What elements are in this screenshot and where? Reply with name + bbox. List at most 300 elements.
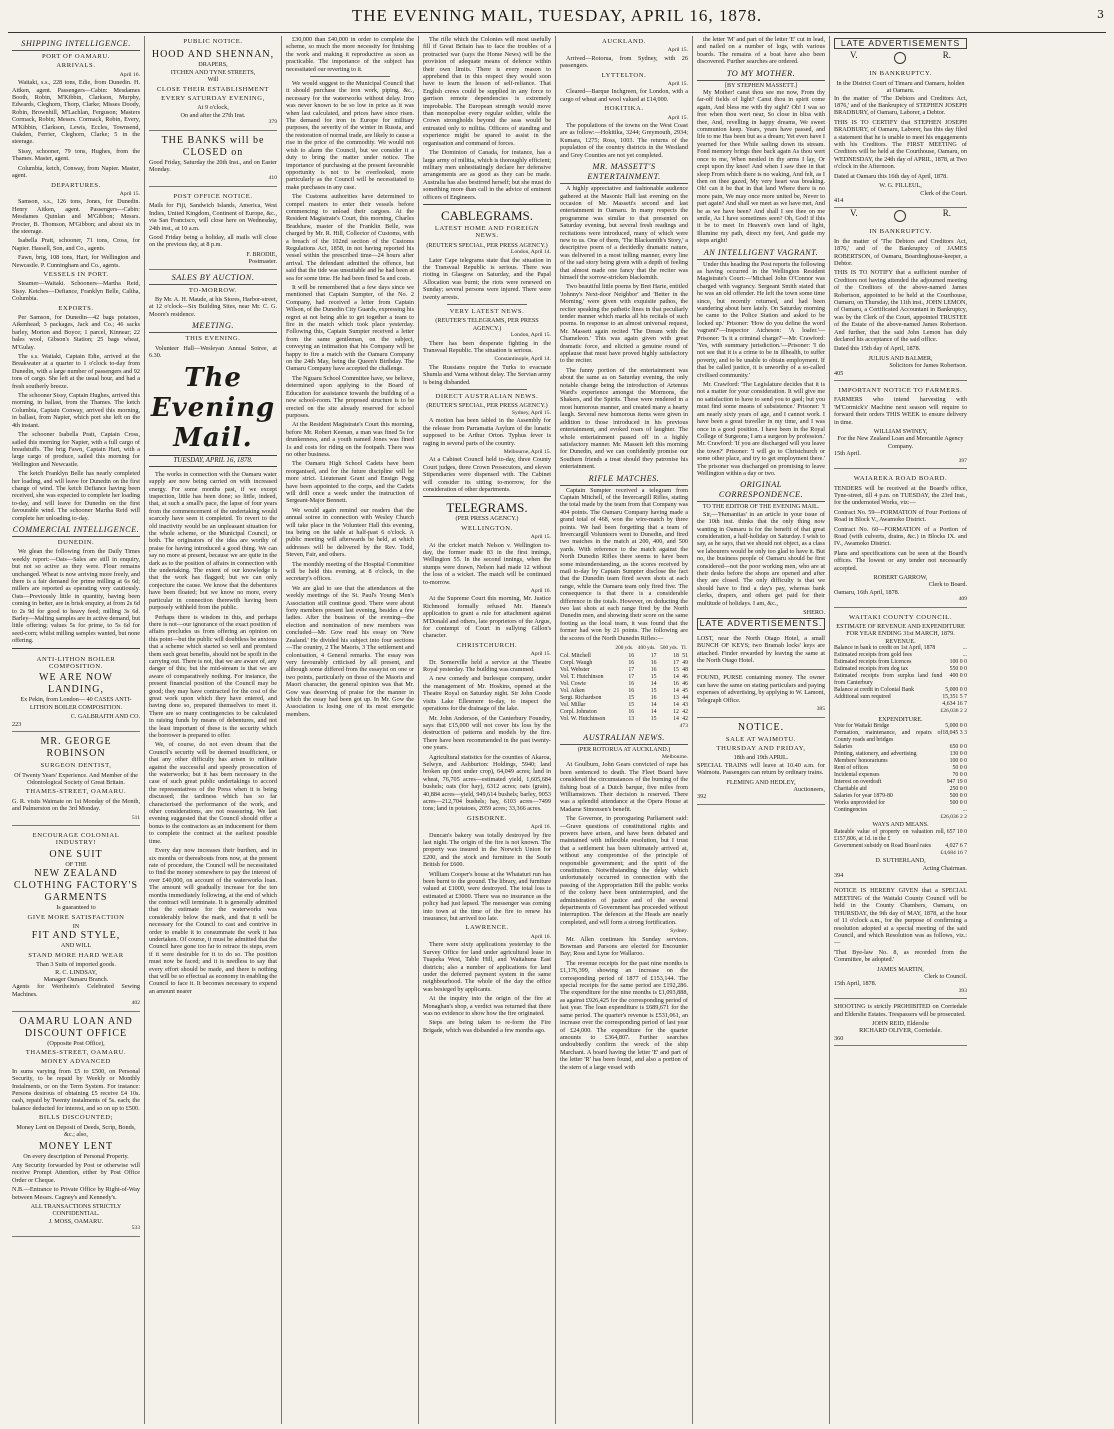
table-cell: Vol. W. Hutchinson — [560, 716, 606, 723]
table-cell: Rateable value of property on valuation roll, £157,806, at 1d. in the £ — [834, 828, 946, 842]
cipher-r: R. — [942, 50, 951, 61]
section-heading: SALES BY AUCTION. — [149, 273, 277, 285]
ad-headline: ONE SUIT — [49, 848, 103, 860]
ad-signature: W. G. FILLEUL, — [879, 182, 922, 190]
column-header — [560, 644, 612, 653]
ad-text: On every description of Personal Property. — [23, 1152, 129, 1160]
ad-number: 511 — [131, 814, 140, 821]
ad-address: THAMES-STREET, OAMARU. — [25, 1049, 127, 1057]
table-row — [560, 695, 688, 702]
table-cell: Balance in bank to credit on 1st April, 1878 — [834, 645, 936, 652]
ad-text: FARMERS who intend harvesting with 'M'Cormick's' Machine next season will require to forward their orders THIS WEEK to ensure delivery in time. — [834, 396, 967, 426]
paragraph: The s.s. Waitaki, Captain Edie, arrived at the Breakwater at a quarter to 1 o'clock to-day from Dunedin, with a large number of passengers and 92 tons of cargo. She left at the usual hour, and had a fresh southerly breeze. — [12, 353, 140, 390]
ad-heading: POST OFFICE NOTICE. — [173, 192, 253, 200]
table-cell: 44 — [682, 695, 688, 702]
table-cell: Works unprovided for — [834, 800, 886, 807]
paragraph: William Cooper's house at the Whataturi run has been burnt to the ground. The library, and furniture valued at £1000, were destroyed. The total loss is estimated at £3000. There was no insurance as the policy had just lapsed. The messenger was coming into town at the time of the fire to renew his insurance, but arrived too late. — [423, 870, 551, 923]
paragraph: There were sixty applications yesterday to the Survey Office for land under agricultural lease in Tuapeka West, Table Hill, and Waitahuna East districts; also a number of applications for land under the deferred payment system in the same neighbourhood. The whole of the day the office was besieged by applicants. — [423, 941, 551, 993]
paragraph: Sissy, schooner, 79 tons, Hughes, from the Thames. Master, agent. — [12, 147, 140, 163]
table-cell: Corpl. Johnston — [560, 709, 597, 716]
subheading: AUCKLAND. — [601, 38, 647, 45]
ad-text: Of Twenty Years' Experience. And Member of the Odontological Society of Great Britain. — [14, 771, 138, 786]
ad-text: NOTICE IS HEREBY GIVEN that a SPECIAL MEETING of the Waitaki County Council will be held in the County Chambers, Oamaru, on THURSDAY, the 9th day of MAY, 1878, at the hour of 11 o'clock a.m., for the purpose of confirming a resolution adopted at a special meeting of the said Council, and which Resolution was as follows, viz.:— — [834, 887, 967, 947]
dateline: April 15. — [530, 534, 551, 541]
ad-number: 394 — [834, 872, 844, 880]
section-heading: CABLEGRAMS. — [440, 207, 534, 223]
section-heading: AN INTELLIGENT VAGRANT. — [697, 248, 825, 260]
table-cell: 14 — [650, 709, 657, 716]
ad-text: Contract No. 60—FORMATION of a Portion of Road (with culverts, drains, &c.) in Blocks IX. and IV., Awamoko District. — [834, 525, 967, 548]
advertisement — [834, 66, 967, 208]
ad-text: Dated this 15th day of April, 1878. — [834, 345, 921, 353]
paragraph: We, of course, do not even dream that the Council's security will be deemed insufficient, or that any other difficulty has arisen to militate against the successful and speedy prosecution of the waterworks; but it has been necessary in the case of such great public undertakings to accord the representatives of the Press when it is being discussed; the tardiness which has so far characterised the performance of the work, and other considerations, are not reassuring. We last evening suggested that the Council should offer a bonus to the contractors as an inducement for them to complete the contract at the earliest possible time. — [149, 741, 277, 845]
table-cell: Vol. Cowie — [560, 681, 586, 688]
ad-signature: J. MOSS, OAMARU. — [48, 1217, 104, 1225]
ad-text: Plans and specifications can be seen at the Board's offices. The lowest or any tender not necessarily accepted. — [834, 549, 967, 572]
paragraph: Mr. John Anderson, of the Canterbury Foundry, says that £15,000 will not cover his loss by the destruction of patterns and models by the fire. There have been recommended in the past twenty-one years. — [423, 714, 551, 752]
table-row — [834, 807, 967, 814]
ad-headline: NEW ZEALAND CLOTHING FACTORY'S GARMENTS — [13, 868, 139, 904]
ad-number: 405 — [834, 369, 844, 377]
ad-subheading: EVERY SATURDAY EVENING, — [161, 95, 265, 103]
dateline: April 15. — [530, 651, 551, 658]
paragraph: Volunteer Hall—Wesleyan Annual Soiree, at 6.30. — [149, 344, 277, 359]
table-cell: 17 — [628, 674, 635, 681]
ad-signature: Clerk to Council. — [924, 972, 967, 980]
table-row — [834, 772, 967, 779]
table-cell: 45 — [682, 688, 688, 695]
subheading: DIRECT AUSTRALIAN NEWS. — [435, 393, 539, 401]
section-heading: ORIGINAL CORRESPONDENCE. — [697, 480, 825, 502]
advertisement — [12, 828, 140, 1012]
cipher-v: V. — [850, 50, 858, 61]
table-cell: 130 0 0 — [949, 751, 967, 758]
table-cell: 16 — [628, 681, 635, 688]
table-row — [560, 660, 688, 667]
letter-signature: SHERO. — [803, 609, 825, 617]
ad-text: AND WILL — [60, 942, 92, 950]
ad-text: G. R. visits Waimate on 1st Monday of the Month, and Palmerston on the 3rd Monday. — [12, 797, 140, 813]
paragraph: The schooner Sissy, Captain Hughes, arrived this morning, in ballast, from the Thames. The ketch Columbia, Captain Conway, arrived this morning, in ballast, from Napier, which port she left on the 4th instant. — [12, 392, 140, 429]
paragraph: Agricultural statistics for the counties of Akaroa, Selwyn, and Ashburton: Holdings, 5940; land broken up (not under crop), 64,049 acres; land in wheat, 76,705 acres—estimated yield, 1,605,684 bushels; oats (for hay), 6312 acres; oats (grain), 40,884 acres—yield, 949,614 bushels; barley, 9053 acres—212,704 bushels; hay, 6103 acres—7499 tons; land in potatoes, 2059 acres; 33,366 acres. — [423, 753, 551, 813]
paragraph: The schooner Isabella Pratt, Captain Cross, sailed this morning for Napier, with a full cargo of breadstuffs. The brig Fawn, Captain Hart, with a large cargo of produce, sailed this morning for Wellington and Newcastle. — [12, 431, 140, 468]
table-cell: 46 — [682, 681, 688, 688]
revenue-table — [834, 645, 967, 708]
table-row — [834, 744, 967, 751]
paragraph: £30,000 than £40,000 in order to complete the scheme, so much the more necessity for finishing the work and making it reproductive as soon as practicable. The importance of the subject has necessitated our reverting to it. — [286, 36, 414, 73]
table-cell: Vol. Webster — [560, 667, 590, 674]
dateline: April 15. — [119, 190, 140, 197]
advertisement — [834, 610, 967, 884]
table-cell: 14 — [673, 702, 679, 709]
table-cell: Contingencies — [834, 807, 868, 814]
masthead-rule — [8, 32, 1106, 33]
ad-signature: Clerk to Board. — [928, 581, 967, 589]
column-header: 200 yds. — [615, 645, 634, 652]
table-row — [834, 758, 967, 765]
advertisement — [697, 672, 825, 717]
agency-note: (REUTER'S SPECIAL, PER PRESS AGENCY.) — [426, 402, 548, 410]
subheading: VERY LATEST NEWS. — [449, 308, 525, 315]
advertisement — [697, 720, 825, 805]
paragraph: The Dominion of Canada, for instance, has a large army of militia, which is thoroughly efficient; military men unhesitatingly declare her defensive arrangements are as good as they can be made. Australia has also bestirred herself; but she must do something more than call in the advice of eminent officers of Engineers. — [423, 149, 551, 201]
table-cell: 16 — [650, 660, 657, 667]
dateline: Sydney, April 15. — [511, 409, 551, 416]
ad-heading: WAIAREKA ROAD BOARD. — [853, 475, 948, 483]
advertisement — [834, 471, 967, 608]
divider — [447, 389, 527, 390]
paragraph: We would again remind our readers that the annual soiree in connection with Wesley Church will take place in the Volunteer Hall this evening, tea being on the table at half-past 6 o'clock. A public meeting will afterwards be held, at which addresses will be delivered by the Rev. Todd, Steven, Fair, and others. — [286, 506, 414, 559]
table-cell: 14 — [673, 674, 679, 681]
table-cell — [834, 701, 942, 708]
ad-headline: MONEY LENT — [38, 1140, 114, 1152]
paragraph: The ketch Franklyn Belle has nearly completed her loading, and will leave for Dunedin on the first change of wind. The ketch Defiance having been received, she was expected to complete her loading to-day, and will leave for Dunedin on the first favourable wind. The schooner Martha Reid will complete her unloading to-day. — [12, 470, 140, 522]
advertisement — [12, 1014, 140, 1237]
table-cell: Members' honorariums — [834, 758, 888, 765]
table-cell: 650 0 0 — [949, 744, 967, 751]
ad-text: Dated at Oamaru this 16th day of April, 1878. — [834, 172, 948, 180]
ad-number: 533 — [131, 1225, 140, 1232]
column-5 — [556, 36, 693, 1424]
ad-text: 18th and 19th APRIL. — [733, 754, 789, 762]
advertisement — [149, 133, 277, 187]
royal-cipher — [834, 52, 967, 64]
table-cell: Corpl. Waugh — [560, 660, 593, 667]
ad-text: Than 3 Suits of imported goods. — [36, 961, 116, 969]
table-cell: Vol. Aiken — [560, 688, 585, 695]
ad-text: Is guaranteed to — [56, 904, 96, 912]
ad-signature: JOHN REID, Elderslie — [872, 1019, 929, 1027]
revenue-total: £26,036 2 2 — [940, 708, 967, 715]
ad-text: SPECIAL TRAINS will leave at 10.40 a.m. for Waimotu. Passengers can return by ordinary trains. — [697, 761, 825, 777]
ad-signature: Clerk of the Court. — [920, 189, 967, 197]
table-row — [834, 765, 967, 772]
table-row — [560, 681, 688, 688]
table-cell: Sergt. Richardson — [560, 695, 602, 702]
cipher-r: R. — [942, 208, 951, 219]
table-cell: Government subsidy on Road Board rates — [834, 842, 932, 849]
table-row — [560, 653, 688, 660]
ad-signature: D. SUTHERLAND, — [875, 857, 926, 865]
byline: [BY STEPHEN MASSETT.] — [724, 81, 798, 89]
ad-text: Any Security forwarded by Post or otherwise will receive Prompt Attention, either by Post Office Order or Cheque. — [12, 1161, 140, 1184]
table-row — [560, 667, 688, 674]
table-cell: 100 0 0 — [949, 758, 967, 765]
table-cell: 16 — [673, 681, 679, 688]
table-row — [834, 730, 967, 744]
paragraph: At the inquiry into the origin of the fire at Monaghan's shop, a verdict was returned that there was no evidence to show how the fire originated. — [423, 995, 551, 1017]
paragraph: The Russians require the Turks to evacuate Shumla and Varna without delay. The Servian army is being disbanded. — [423, 363, 551, 386]
ad-signature: F. BRODIE, — [246, 250, 277, 258]
table-heading: WAYS AND MEANS. — [872, 821, 929, 829]
rifle-total: 473 — [679, 723, 688, 730]
subheading: LYTTELTON. — [601, 71, 647, 79]
paragraph: It will be remembered that a few days since we mentioned that Captain Sumpter, of the No. 2 Company, had received a letter from Captain Wilson, of the Dunedin City Guards, expressing his regret at not being able to get together a team to fire in the match which took place yesterday. Following this, Captain Sumpter received a letter from the same gentleman, on the subject, conveying an intimation that his Company will be happy to fire a match with the Oamaru Company on the 24th May, being the Queen's Birthday. The Oamaru Company have accepted the challenge. — [286, 284, 414, 373]
table-cell: 16 — [628, 660, 635, 667]
table-cell: Additional sum required — [834, 694, 891, 701]
royal-arms-icon — [894, 52, 906, 64]
ad-heading: IMPORTANT NOTICE TO FARMERS. — [838, 387, 963, 395]
table-cell: 16 — [650, 667, 657, 674]
ad-number: 392 — [697, 793, 707, 801]
ad-headline: HOOD AND SHENNAN, — [151, 49, 275, 61]
table-cell: 70 0 0 — [952, 772, 967, 779]
table-cell: 50 0 0 — [952, 765, 967, 772]
table-cell: 15 — [628, 695, 635, 702]
table-cell: 15 — [673, 667, 679, 674]
paragraph: Columbia, ketch, Conway, from Napier. Master, agent. — [12, 164, 140, 180]
ad-text: 'That Bye-law No. 8, as recorded from the Committee, be adopted.' — [834, 948, 967, 964]
dateline: April 15. — [667, 114, 688, 121]
dateline: April 15. — [667, 81, 688, 88]
table-cell: Vol. Millar — [560, 702, 586, 709]
ways-total: £4,684 16 7 — [940, 849, 967, 856]
ad-signature: WILLIAM SWINEY, — [873, 428, 928, 436]
table-cell: 43 — [682, 702, 688, 709]
paragraph: Two beautiful little poems by Bret Harte, entitled 'Johnny's Next-door Neighbor' and 'Better in the Morning,' were given with exquisite pathos, the reciter speaking the pathetic lines in that peculiarly tender manner which marks all his recitals of such poems. In response to an almost universal request, Mr. Massett again recited 'The Dream with the Chameleon.' This was again given with great dramatic force, and elicited a genuine round of applause that must have proved highly satisfactory to the reciter. — [560, 283, 688, 365]
paragraph: A highly appreciative and fashionable audience gathered at the Masonic Hall last evening on the occasion of Mr. Massett's second and last entertainment in Oamaru. In many respects the programme was similar to that presented on Saturday evening, but several fresh readings and recitations were introduced, many of which were new to us. One of them, 'The Blacksmith's Story,' a descriptive poem of a decidedly dramatic nature, was delivered in a most telling manner, every line of the sad story being given with a depth of feeling that almost made one fancy that the reciter was himself the sorrow-stricken blacksmith. — [560, 185, 688, 281]
column-header: Tl. — [681, 645, 687, 652]
ad-subheading: STAND MORE HARD WEAR — [28, 951, 124, 959]
table-cell: 14 — [650, 681, 657, 688]
ad-text: DRAPERS, — [198, 61, 228, 69]
ad-signature: Solicitors for James Robertson. — [889, 362, 967, 370]
subheading: TO-MORROW. — [188, 286, 238, 294]
ad-text: SHOOTING is strictly PROHIBITED on Corriedale and Elderslie Estates. Trespassers will be prosecuted. — [834, 1003, 967, 1018]
ad-signature: FLEMING AND HEDLEY, — [726, 778, 796, 786]
rifle-score-table — [560, 644, 688, 723]
paragraph: The funny portion of the entertainment was about the same as on Saturday evening, the only notable change being the introduction of Artemus Ward's experience amongst the Mormons, the Shakers, and the Spirits. These were rendered in a most humorous manner, and created many a hearty laugh. Several new humorous items were given in addition to those introduced in his previous entertainment, and evoked roars of laughter. The whole entertainment passed off in a highly satisfactory manner. Mr. Massett left this morning for Dunedin, and we can confidently promise our Southern friends a treat should they patronise his entertainment. — [560, 366, 688, 471]
ad-text: THIS IS TO CERTIFY that STEPHEN JOSEPH BRADBURY, of Oamaru, Laborer, has this day filed a statement that he is unable to meet his engagements with his Creditors. The FIRST MEETING of Creditors will be held at the Courthouse, Oamaru, on WEDNESDAY, the 24th day of APRIL, 1878, at Two o'clock in the Afternoon. — [834, 118, 967, 171]
table-cell: 15 — [650, 688, 657, 695]
subheading: THIS EVENING. — [185, 335, 241, 343]
table-cell: 15 — [628, 702, 635, 709]
table-cell: Estimated receipts from surplus land fund from Canterbury — [834, 673, 943, 687]
table-cell: 4,027 6 7 — [945, 842, 967, 849]
table-row — [560, 674, 688, 681]
ways-means-table — [834, 829, 967, 850]
ad-headline: MR. GEORGE ROBINSON — [40, 736, 112, 760]
paragraph: The revenue receipts for the past nine months is £1,176,399, showing an increase on the corresponding period of 1877 of £153,144. The special receipts for the same period are £192,286. The expenditure for the nine months is £1,093,888, as against £926,425 for the corresponding period of last year. The loan expenditure is £689,671 for the same period. The quarter's revenue is £531,061, an increase over the corresponding period of last year of £24,000. The expenditure for the quarter amounts to £364,807. Further searches undoubtedly confirm the wreck of the ship Marchant. A board having the letter 'E' and part of the letter 'R' has been found, and also a portion of the stern of a large vessel with — [560, 959, 688, 1071]
ad-signature: Auctioneers, — [793, 785, 825, 793]
ad-text: In the District Court of Timaru and Oamaru, holden at Oamaru. — [836, 79, 965, 95]
ad-date: Oamaru, 16th April, 1878. — [834, 588, 900, 596]
section-heading: SHIPPING INTELLIGENCE. — [12, 39, 140, 51]
dateline: London, April 14. — [510, 249, 551, 256]
dateline: April 16. — [530, 933, 551, 940]
ad-text: Money Lent on Deposit of Deeds, Scrip, Bonds, &c.; also, — [16, 1123, 136, 1139]
advertisement — [149, 189, 277, 270]
divider — [447, 304, 527, 305]
column-header: 400 yds. — [637, 645, 656, 652]
masthead — [0, 0, 1114, 32]
royal-arms-icon — [894, 210, 906, 222]
newspaper-columns — [8, 36, 1108, 1424]
paragraph: Cleared—Barque Inchgreen, for London, with a cargo of wheat and wool valued at £14,000. — [560, 88, 688, 103]
section-heading: TELEGRAMS. — [446, 500, 528, 516]
dateline: April 16. — [530, 588, 551, 594]
column-3 — [282, 36, 419, 1424]
ad-text: ALL TRANSACTIONS STRICTLY CONFIDENTIAL. — [30, 1202, 122, 1218]
paragraph: Steps are being taken to re-form the Fire Brigade, which was disbanded a few months ago. — [423, 1019, 551, 1034]
table-cell: 16 — [628, 653, 635, 660]
ad-number: 402 — [131, 1000, 140, 1007]
table-cell: Estimated receipts from gold fees — [834, 652, 912, 659]
table-row — [834, 687, 967, 694]
paragraph: Perhaps there is wisdom in this, and perhaps there is not—our ignorance of the exact position of affairs precludes us from offering an opinion on this point—but the public will doubtless be anxious that a scheme which started so well and promised them such great benefits, should not be spoilt in the carrying out. There is not, that we are aware of, any danger of this; but the mid-stream is that we are aware of comparatively nothing. For instance, the present financial position of the Council may be good; they may have contracted for the cost of the great work upon which they have entered, and having done so, prepared themselves to meet it. There are so many contingencies to be calculated in raising funds by means of debentures, and not the least important of these is the security which the borrower is prepared to offer. — [149, 613, 277, 739]
advertisement — [697, 633, 825, 671]
table-heading: REVENUE. — [885, 637, 916, 645]
paragraph: Under this heading the Post reports the following as having occurred in the Wellington Resident Magistrate's Court:—'Michael John O'Connor was charged with vagrancy. Sergeant Smith stated that he was an old offender. He left the town some time since, but recently returned, and had been wandering about here lately. On Saturday morning he came to the Police Station and asked to be locked up.' Prisoner: 'How do you define the word vagrant?'—Inspector Atcheson: 'A loafer.'—Prisoner: 'Is it a criminal charge?'—Mr. Crawford: 'Yes, with summary jurisdiction.'—Prisoner: 'I do not see that it is a crime to be in illhealth, to suffer poverty, and to be unable to obtain employment. If that be called justice, it is unworthy of a so-called civilised community.' — [697, 260, 825, 379]
table-cell: Interest on overdraft — [834, 779, 882, 786]
ad-subheading: BILLS DISCOUNTED; — [38, 1114, 114, 1122]
table-row — [834, 800, 967, 807]
section-heading: AUSTRALIAN NEWS. — [560, 733, 688, 745]
ad-text: THIS IS TO NOTIFY that a sufficient number of Creditors not having attended the adjourned meeting of the Creditors of the above-named James Robertson, appointed to be held at the Courthouse, Oamaru, on Thursday, the 11th inst., JOHN LEMON, of Oamaru, a Certificated Accountant in Bankruptcy, was by the Clerk of the Court, appointed TRUSTEE of the Estate of the above-named James Robertson. And further, that the said John Lemon has duly declared his acceptance of the said office. — [834, 269, 967, 343]
subheading: LAWRENCE. — [465, 924, 509, 932]
dateline: April 16. — [530, 824, 551, 831]
table-cell: 14 — [673, 716, 679, 723]
ad-text: On and after the 27th Inst. — [180, 111, 246, 119]
ad-signature: JAMES MARTIN, — [877, 965, 924, 973]
ad-signature: Acting Chairman. — [922, 864, 967, 872]
table-cell: Charitable aid — [834, 786, 867, 793]
advertisement — [834, 1001, 967, 1046]
ad-address: THAMES-STREET, OAMARU. — [25, 788, 127, 796]
table-cell: 48 — [682, 667, 688, 674]
ad-text: Ex Pekin, from London— 40 CASES ANTI-LITHON BOILER COMPOSITION. — [20, 696, 132, 711]
ad-headline: THE BANKS will be CLOSED on — [161, 134, 265, 158]
divider — [423, 204, 551, 205]
late-advertisements-heading: LATE ADVERTISEMENTS — [834, 38, 967, 49]
dateline: April 15. — [667, 47, 688, 54]
table-cell: 947 19 0 — [946, 779, 967, 786]
table-row — [834, 793, 967, 800]
ad-number: 379 — [268, 119, 277, 126]
ad-headline: OAMARU LOAN AND DISCOUNT OFFICE — [19, 1015, 133, 1039]
table-cell: 5,000 0 0 — [945, 723, 967, 730]
table-row — [834, 723, 967, 730]
expenditure-table — [834, 723, 967, 814]
column-4 — [419, 36, 556, 1424]
table-cell: Estimated receipts from Licences — [834, 659, 912, 666]
ad-text: Will — [207, 76, 219, 84]
advertisement — [149, 47, 277, 130]
table-cell: 4,634 16 7 — [942, 701, 967, 708]
subheading: EXPORTS. — [58, 304, 94, 312]
table-cell: 18,045 3 3 — [942, 730, 967, 737]
divider — [310, 76, 390, 77]
column-header: 500 yds. — [660, 645, 678, 652]
paragraph: The Governor, in prorogueing Parliament said:—Grave questions of constitutional rights and powers have arisen, and have been debated and maintained with inflexible resolution, but I trust that a settlement has been ultimately arrived at, without any compromise of the principle of responsible government; and the spirit of the constitution. Notwithstanding the delay which unfortunately occurred in connection with the passing of the Appropriation Bill the public works of the colony have been uninterrupted, and the administration of justice and of the several departments of Government has proceeded without interruption. The defences at the Heads are nearly completed, and will form a strong fortification. — [560, 815, 688, 926]
subheading: LATEST HOME AND FOREIGN NEWS. — [434, 224, 540, 240]
paragraph: Fawn, brig, 108 tons, Hart, for Wellington and Newcastle. P. Cunningham and Co., agents. — [12, 254, 140, 269]
table-cell: 5,000 0 0 — [945, 687, 967, 694]
ad-signature: ROBERT GARROW, — [873, 573, 928, 581]
subheading: ARRIVALS. — [56, 62, 96, 70]
advertisement — [12, 734, 140, 826]
column-6 — [693, 36, 830, 1424]
masthead-title: THE EVENING MAIL, TUESDAY, APRIL 16, 1878. — [351, 6, 763, 25]
ad-subheading: THURSDAY AND FRIDAY, — [716, 744, 806, 752]
ad-signature: For the New Zealand Loan and Mercantile Agency Company. — [837, 435, 964, 450]
table-cell: 51 — [682, 653, 688, 660]
column-1 — [8, 36, 145, 1424]
paragraph: We glean the following from the Daily Times weekly report:—Oats—Sales are still in enquiry, but not so active as they were. Flour remains unchanged. Wheat is now arriving more freely, and there is a fair demand for prime milling at 6s 6d; millers are reported as operating very cautiously. Oats—Previously little in quantity, having been coming in better, are in brisk enquiry, at from 2s 6d to 2s 9d for good to heavy feed; milling 3s 6d. Barley—Malting samples are in active demand, but little offering; values 5s for prime, to 5s 6d for seed-corn; whilst milling samples wanted, but none offering. — [12, 548, 140, 645]
paragraph: At the Supreme Court this morning, Mr. Justice Richmond formally refused Mr. Hanna's application to grant a rule for attachment against M'Donald and others, late proprietors of the Argus, for contempt of Court in sullying Gillon's character. — [423, 595, 551, 640]
paragraph: The Nguaru School Committee have, we believe, determined upon applying to the Board of Education for assistance towards the building of a new school-room. The proposed structure is to be erected on the site already reserved for school purposes. — [286, 374, 414, 419]
agency-note: (REUTER'S SPECIAL, PER PRESS AGENCY.) — [426, 241, 548, 249]
subheading: VESSELS IN PORT. — [43, 270, 109, 278]
ad-date: 15th April, 1878. — [834, 980, 877, 988]
ad-text: ITCHEN AND TYNE STREETS, — [170, 68, 256, 76]
table-cell: 16 — [628, 688, 635, 695]
paragraph: Waitaki, s.s., 228 tons, Edie, from Dunedin. H. Aitken, agent. Passengers—Cabin: Mesdames Booth, Robin, M'Kibbin, Clarkson, Murphy, Edwards, Cleghorn, Thorp, Clarke; Misses Doody, Robin, Brownhill, M'Lachlan, Ferguson; Masters Cormack, Robin; Messrs. Cormack, Robin, Every, M'Kibbin, Clarkson, Lewis, Eccles, Townsend, Oakden, Ferrier, Cleghorn, Clarke; 5 in the steerage. — [12, 79, 140, 146]
ad-text: N.B.—Entrance to Private Office by Right-of-Way between Messrs. Cagney's and Kennedy's. — [12, 1186, 140, 1201]
dateline: Melbourne. — [662, 753, 688, 760]
ad-text: OF THE — [65, 860, 87, 868]
ad-subheading: SURGEON DENTIST, — [40, 762, 112, 770]
paragraph: The rifle which the Colonies will most usefully fill if Great Britain has to face the troubles of a protracted war (says the Home News) will be the provision of adequate means of defence within their own limits. There is every reason to apprehend that in this respect they would soon have to learn the lesson of self-reliance. That English crews could be supplied in any force to garrison remote dependencies is extremely improbable. The European strength would move than monopolise every regular soldier, while the Crown strongholds beyond the seas would be entrusted only to militia. Officers of standing and experience might be spared to assist in the organisation and command of forces. — [423, 36, 551, 147]
advertisement — [834, 383, 967, 469]
ad-headline: FIT AND STYLE, — [31, 930, 121, 942]
dateline: Constantinople, April 14. — [494, 356, 551, 363]
paragraph: Steamer—Waitaki. Schooners—Martha Reid, Sissy. Ketches—Defiance, Franklyn Belle, Caltha, Columbia. — [12, 280, 140, 303]
paragraph: the letter 'M' and part of the letter 'E' cut in lead, and nailed on a number of logs, with various boards. The remains of a boat have also been discovered. Further searches are ordered. — [697, 36, 825, 66]
table-cell: 15 — [650, 674, 657, 681]
paragraph: Later Cape telegrams state that the situation in the Transvaal Republic is serious. There was rioting in Glasgow on Saturday, and the Papal Allocation was burnt; the riots were renewed on Sunday; several persons were injured. There were twenty arrests. — [423, 256, 551, 301]
paragraph: At Goulburn, John Gears convicted of rape has been sentenced to death. The Fleet Board have considered the circumstances of the burning of the fishing boat of a Dutch barque, five miles from Williamstown. Their decision is reserved. There was a splendid attendance at the Opera House at Madame Simonsen's benefit. — [560, 761, 688, 813]
ad-headline: NOTICE. — [737, 721, 785, 733]
ad-text: Mails for Fiji, Sandwich Islands, America, West Indies, United Kingdom, Continent of Europe, &c., via San Francisco, will close here on Wednesday, 24th inst., at 10 a.m. — [149, 202, 277, 232]
paragraph: At a Cabinet Council held to-day, three County Court judges, three Crown Prosecutors, and eleven Stipendiaries were dispensed with. The Cabinet will consider its sitting to-morrow, for the consideration of other departments. — [423, 456, 551, 493]
table-row — [560, 688, 688, 695]
ad-heading: WAITAKI COUNTY COUNCIL. — [849, 613, 952, 621]
ad-number: 410 — [268, 175, 277, 182]
ad-signature: R. C. LINDSAY, — [55, 968, 97, 976]
table-cell: 13 — [628, 716, 635, 723]
table-cell: 17 — [673, 660, 679, 667]
paragraph: A motion has been tabled in the Assembly for the release from Parramatta Asylum of the lunatic supposed to be Arthur Orton. Typhus fever is raging in several parts of the country. — [423, 417, 551, 447]
column-7 — [830, 36, 971, 1424]
table-row — [560, 716, 688, 723]
table-cell: Salaries for year 1879-80 — [834, 793, 893, 800]
table-cell: 49 — [682, 660, 688, 667]
advertisement — [12, 652, 140, 732]
table-cell: 16 — [628, 709, 635, 716]
table-cell: ... — [962, 652, 967, 659]
table-cell: 46 — [682, 674, 688, 681]
paragraph: Dr. Somerville held a service at the Theatre Royal yesterday. The building was crammed. — [423, 658, 551, 674]
ad-text: LOST, near the North Otago Hotel, a small BUNCH OF KEYS; two Bramah locks' keys are attached. Finder rewarded by leaving the same at the North Otago Hotel. — [697, 634, 825, 665]
table-cell: Estimated receipts from dog tax — [834, 666, 909, 673]
subheading: CHRISTCHURCH. — [456, 641, 518, 649]
page-number: 3 — [1097, 8, 1104, 21]
letter-address: TO THE EDITOR OF THE EVENING MAIL. — [702, 503, 820, 511]
ad-text: Good Friday being a holiday, all mails will close on the previous day, at 8 p.m. — [149, 233, 277, 249]
ad-subheading: ESTIMATE OF REVENUE AND EXPENDITURE FOR YEAR ENDING 31st MARCH, 1879. — [836, 623, 965, 638]
ad-number: 385 — [816, 706, 825, 713]
paragraph: The Oamaru High School Cadets have been reorganised, and for the future discipline will be more strict. Lieutenant Grant and Ensign Pegg have been appointed to the corps, and the Cadets will drill once a week under the instruction of Sergeant-Major Bennett. — [286, 460, 414, 505]
section-heading: PUBLIC NOTICE. — [183, 38, 243, 45]
table-cell: 13 — [673, 695, 679, 702]
table-row — [834, 751, 967, 758]
table-cell: Printing, stationery, and advertising — [834, 751, 917, 758]
ad-subheading: CLOSE THEIR ESTABLISHMENT — [156, 85, 270, 93]
ad-text: FOUND, PURSE containing money. The owner can have the same on stating particulars and paying expenses of advertising, by applying to W. Lamont, Telegraph Office. — [697, 674, 825, 704]
table-cell: 500 0 0 — [949, 800, 967, 807]
ad-text: Good Friday, Saturday the 20th Inst., and on Easter Monday. — [149, 158, 277, 174]
